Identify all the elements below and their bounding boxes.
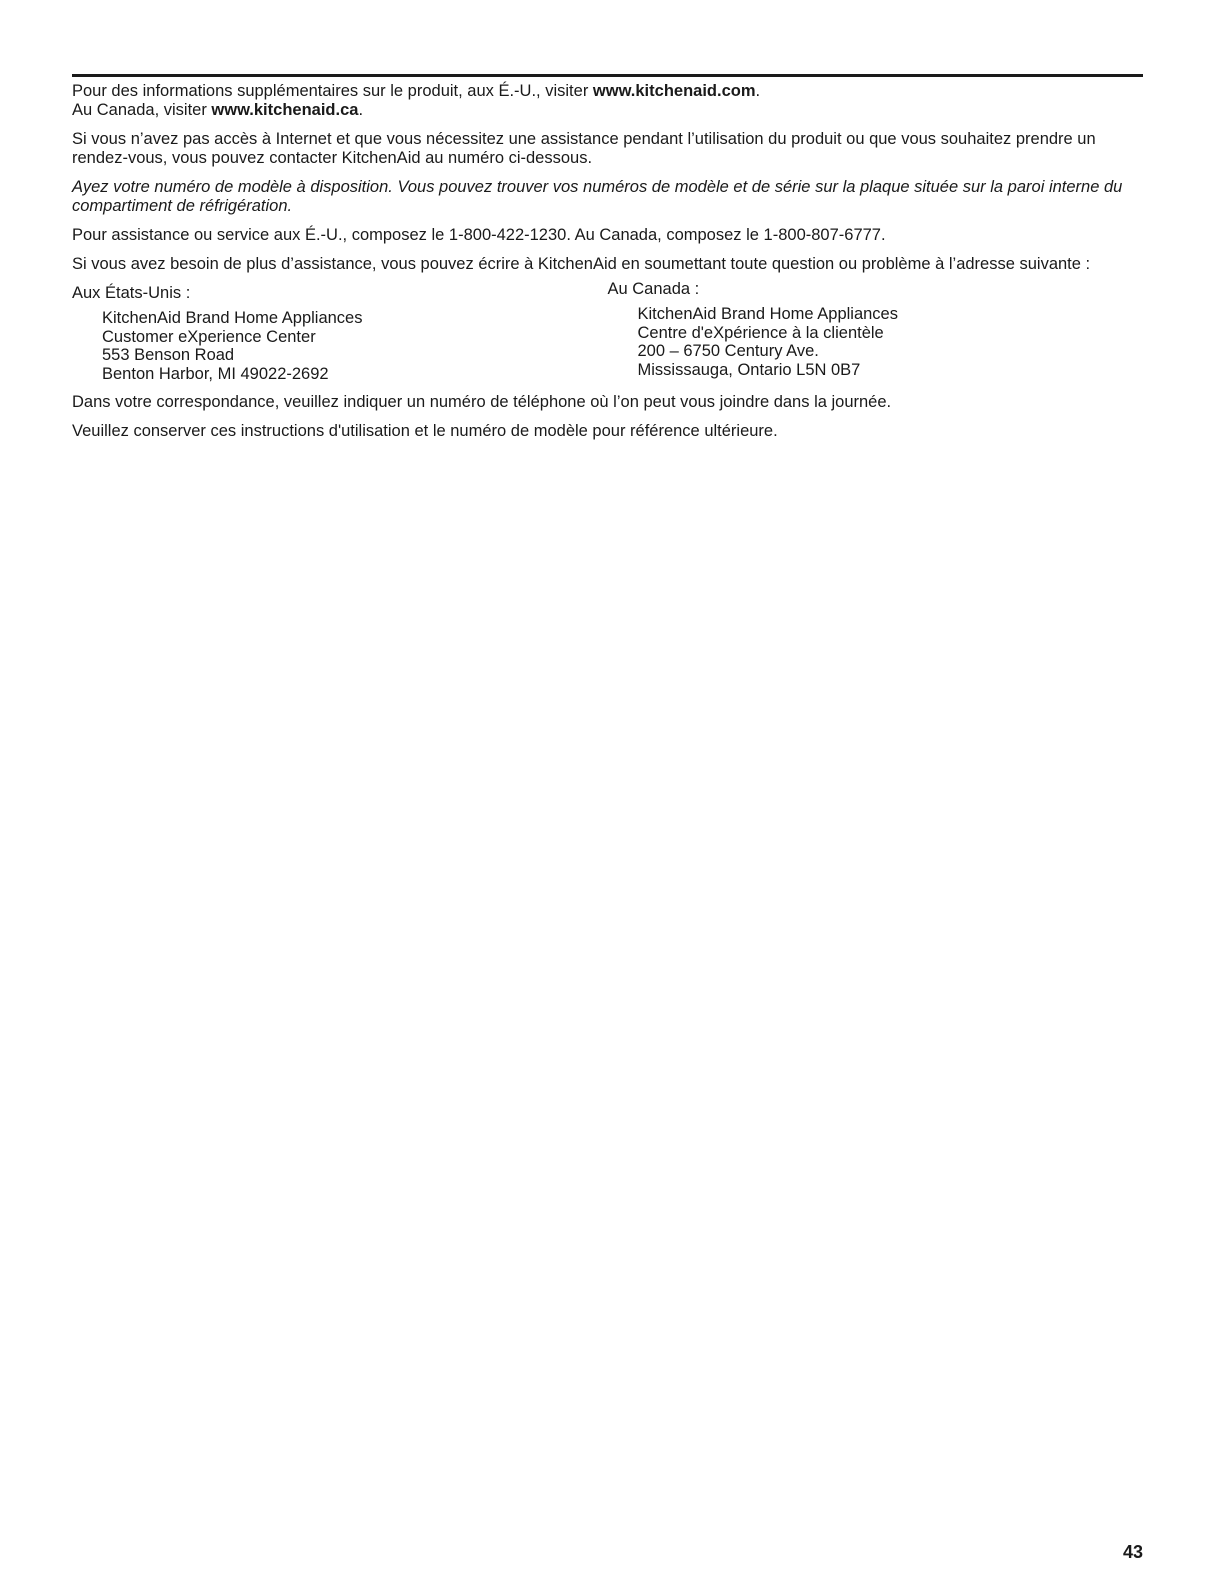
address-us-line: Customer eXperience Center xyxy=(102,327,316,346)
service-phone-paragraph: Pour assistance ou service aux É.-U., composez le 1-800-422-1230. Au Canada, composez le 1-800-807-6777. xyxy=(72,226,886,244)
us-website-link[interactable]: www.kitchenaid.com xyxy=(592,82,756,100)
address-us-line: Benton Harbor, MI 49022-2692 xyxy=(102,364,329,383)
address-us-heading: Aux États-Unis : xyxy=(72,284,191,302)
address-ca-heading: Au Canada : xyxy=(607,280,700,298)
page-number: 43 xyxy=(1122,1542,1143,1562)
product-info-paragraph xyxy=(72,82,1143,120)
address-ca-line: KitchenAid Brand Home Appliances xyxy=(637,305,898,323)
address-ca-line: Centre d'eXpérience à la clientèle xyxy=(637,323,884,342)
address-us xyxy=(72,284,608,383)
document-body xyxy=(72,82,1143,451)
top-rule xyxy=(72,74,1143,77)
no-internet-paragraph: Si vous n’avez pas accès à Internet et que vous nécessitez une assistance pendant l’utilisation du produit ou que vous souhaitez prendre un rendez-vous, vous pouvez contacter KitchenAid au numéro ci-dessous. xyxy=(72,130,1096,167)
ca-website-text: Au Canada, visiter xyxy=(72,101,212,119)
keep-instructions-paragraph: Veuillez conserver ces instructions d'utilisation et le numéro de modèle pour référence ultérieure. xyxy=(72,422,778,440)
address-ca-line: 200 – 6750 Century Ave. xyxy=(637,342,819,360)
address-ca-line: Mississauga, Ontario L5N 0B7 xyxy=(637,360,861,379)
ca-website-link[interactable]: www.kitchenaid.ca xyxy=(211,101,359,119)
address-ca xyxy=(608,280,1144,383)
address-us-line: KitchenAid Brand Home Appliances xyxy=(102,309,363,327)
us-website-text: Pour des informations supplémentaires sur le produit, aux É.-U., visiter xyxy=(72,82,593,100)
address-ca-lines xyxy=(608,305,1144,379)
write-us-paragraph: Si vous avez besoin de plus d’assistance, vous pouvez écrire à KitchenAid en soumettant toute question ou problème à l’adresse suivante : xyxy=(72,255,1091,273)
us-website-period: . xyxy=(755,82,761,100)
model-number-note: Ayez votre numéro de modèle à disposition. Vous pouvez trouver vos numéros de modèle et de série sur la plaque située sur la paroi interne du compartiment de réfrigération. xyxy=(72,178,1123,215)
address-block xyxy=(72,280,1143,383)
address-us-lines xyxy=(72,309,608,383)
correspondence-paragraph: Dans votre correspondance, veuillez indiquer un numéro de téléphone où l’on peut vous joindre dans la journée. xyxy=(72,393,892,411)
address-us-line: 553 Benson Road xyxy=(102,346,235,364)
ca-website-period: . xyxy=(358,101,364,119)
